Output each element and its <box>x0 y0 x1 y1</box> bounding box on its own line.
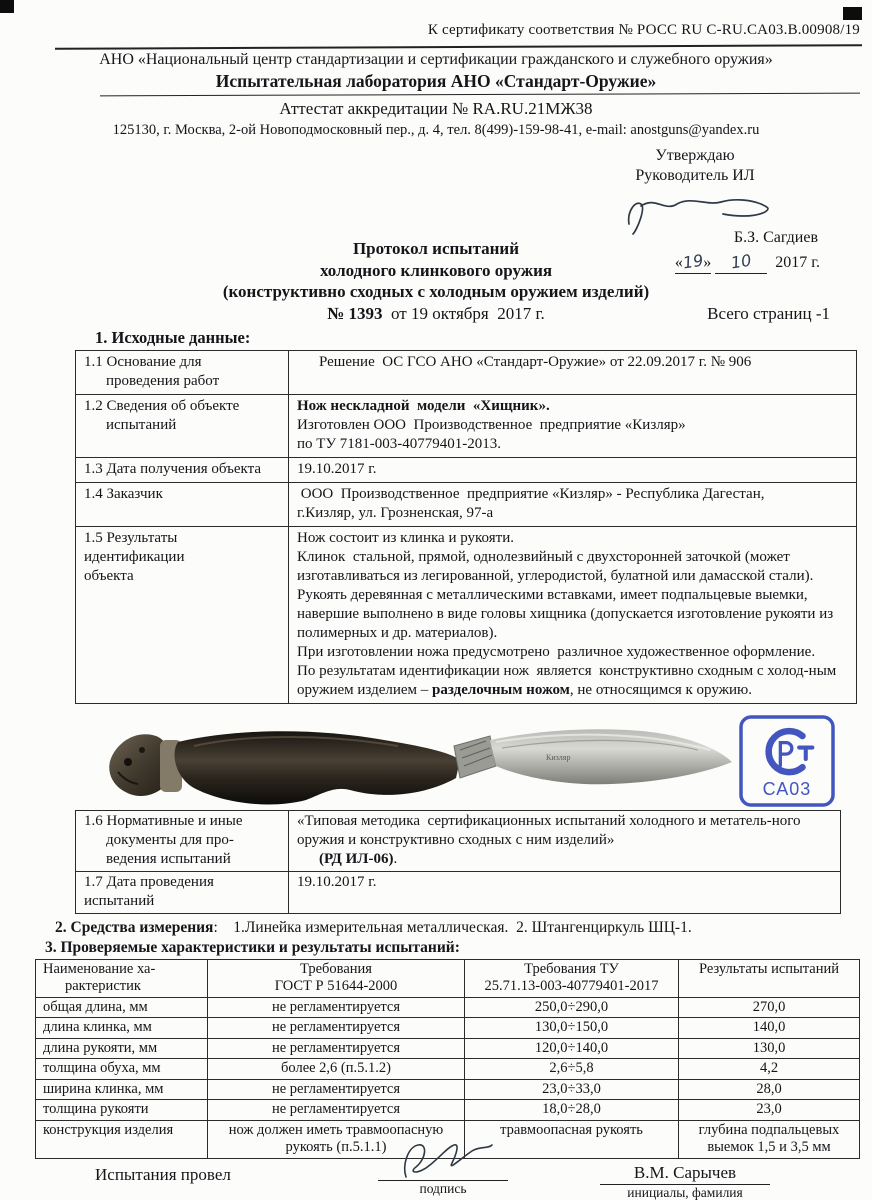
table-row: общая длина, мм не регламентируется 250,0÷290,0 270,0 <box>36 997 860 1018</box>
table-row: толщина обуха, мм более 2,6 (п.5.1.2) 2,6÷5,8 4,2 <box>36 1059 860 1080</box>
approver-role: Руководитель ИЛ <box>635 167 755 184</box>
accreditation-number: Аттестат аккредитации № RA.RU.21МЖ38 <box>279 99 593 118</box>
title-line-1: Протокол испытаний <box>352 239 520 258</box>
row-value: 19.10.2017 г. <box>297 460 377 477</box>
row-value: «Типовая методика сертификационных испытаний холодного и метатель-ного оружия и конструктивно сходных с ним изделий» <box>297 812 805 848</box>
identification-p5: По результатам идентификации нож является конструктивно сходным с холод-ным оружием изделием – разделочным ножом, не относящимся к оружию. <box>297 662 841 698</box>
table-row: длина клинка, мм не регламентируется 130,0÷150,0 140,0 <box>36 1018 860 1039</box>
approval-year: 2017 г. <box>775 254 820 271</box>
signature-caption: подпись <box>419 1180 467 1196</box>
identification-p2: Клинок стальной, прямой, однолезвийный с двухсторонней заточкой (может изготавливаться из легированной, углеродистой, булатной или дамасской стали). <box>297 548 814 584</box>
test-results-table <box>35 959 860 1159</box>
knife-photo-zone <box>0 704 872 810</box>
approval-block <box>570 146 820 274</box>
row-label: 1.3 Дата получения объекта <box>84 460 262 477</box>
identification-p3: Рукоять деревянная с металлическими вставками, имеет подпальцевые выемки, навершие выполнено в виде головы хищника (допускается изготовление рукояти из полимерных и др. материалов). <box>297 586 841 641</box>
row-value: 19.10.2017 г. <box>297 873 377 890</box>
col-header-characteristic: Наименование ха- рактеристик <box>36 959 208 997</box>
section3-heading: 3. Проверяемые характеристики и результаты испытаний: <box>45 938 460 956</box>
identification-p4: При изготовлении ножа предусмотрено различное художественное оформление. <box>297 643 816 660</box>
table-row-1-1: 1.1 Основание для проведения работ Решение ОС ГСО АНО «Стандарт-Оружие» от 22.09.2017 г. № 906 <box>76 350 857 394</box>
col-header-tu: Требования ТУ 25.71.13-003-40779401-2017 <box>465 959 679 997</box>
section2-line: 2. Средства измерения: 1.Линейка измерительная металлическая. 2. Штангенциркуль ШЦ-1. <box>55 918 692 936</box>
ca03-stamp-label: СА03 <box>762 778 812 799</box>
name-caption: инициалы, фамилия <box>627 1184 743 1200</box>
table-row: конструкция изделия нож должен иметь травмоопасную рукоять (п.5.1.1) травмоопасная рукоять глубина подпальцевых выемок 1,5 и 3,5 мм <box>36 1120 860 1158</box>
scan-artifact-topright <box>843 7 862 20</box>
handwritten-day: 19 <box>681 250 705 273</box>
table-row-1-6: 1.6 Нормативные и иные документы для про- ведения испытаний «Типовая методика сертификационных испытаний холодного и метатель-ного оружия и конструктивно сходных с ним изделий» (РД ИЛ-06). <box>76 810 841 871</box>
organization-name: АНО «Национальный центр стандартизации и сертификации гражданского и служебного оружия» <box>99 51 773 68</box>
row-value: Решение ОС ГСО АНО «Стандарт-Оружие» от 22.09.2017 г. № 906 <box>319 353 752 370</box>
tester-label: Испытания провел <box>95 1164 231 1184</box>
protocol-number: № 1393 <box>327 303 383 323</box>
table-row: ширина клинка, мм не регламентируется 23,0÷33,0 28,0 <box>36 1079 860 1100</box>
table-row-1-2: 1.2 Сведения об объекте испытаний Нож нескладной модели «Хищник». Изготовлен ООО Производственное предприятие «Кизляр» по ТУ 7181-003-40779401-2013. <box>76 394 857 457</box>
row-value: Нож нескладной модели «Хищник». <box>297 397 550 414</box>
scan-artifact-topleft <box>0 0 14 13</box>
table-row-1-5: 1.5 Результаты идентификации объекта Нож состоит из клинка и рукояти. Клинок стальной, прямой, однолезвийный с двухсторонней заточкой (может изготавливаться из легированной, углеродистой, булатной или дамасской стали). Рукоять деревянная с металлическими вставками, имеет подпальцевые выемки, навершие выполнено в виде головы хищника (допускается изготовление рукояти из полимерных и др. материалов). При изготовлении ножа предусмотрено различное художественное оформление. По результатам идентификации нож является конструктивно сходным с холод-ным оружием изделием – разделочным ножом, не относящимся к оружию. <box>76 526 857 703</box>
table-row-1-3 <box>76 457 857 482</box>
blade-engraving: Кизляр <box>546 752 571 762</box>
divider <box>55 44 862 50</box>
knife-photo <box>98 706 738 810</box>
table-row-1-7 <box>76 871 841 913</box>
row-label: 1.4 Заказчик <box>84 485 163 502</box>
handwritten-month: 10 <box>729 250 753 273</box>
initial-data-table <box>75 350 857 704</box>
table-row-1-4: 1.4 Заказчик ООО Производственное предприятие «Кизляр» - Республика Дагестан, г.Кизляр, ул. Грозненская, 97-а <box>76 482 857 526</box>
table-row: длина рукояти, мм не регламентируется 120,0÷140,0 130,0 <box>36 1038 860 1059</box>
title-line-3: (конструктивно сходных с холодным оружием изделий) <box>222 282 650 301</box>
ca03-certification-stamp <box>737 714 837 810</box>
identification-p1: Нож состоит из клинка и рукояти. <box>297 529 515 546</box>
col-header-gost: Требования ГОСТ Р 51644-2000 <box>208 959 465 997</box>
tester-signature-block <box>378 1139 508 1197</box>
approver-name: Б.З. Сагдиев <box>733 229 818 246</box>
laboratory-address: 125130, г. Москва, 2-ой Новоподмосковный пер., д. 4, тел. 8(499)-159-98-41, e-mail: anostguns@yandex.ru <box>112 122 760 138</box>
row-label: 1.7 Дата проведения испытаний <box>84 873 222 909</box>
protocol-date: от 19 октября 2017 г. <box>382 303 545 323</box>
approval-date: «19» 10 2017 г. <box>674 250 820 273</box>
certificate-reference: К сертификату соответствия № РОСС RU C-RU.CA03.B.00908/19 <box>427 22 860 38</box>
row-label: 1.1 Основание для <box>84 353 202 370</box>
section1-heading: 1. Исходные данные: <box>95 327 251 347</box>
title-line-2: холодного клинкового оружия <box>319 260 553 280</box>
row-label: 1.5 Результаты идентификации <box>84 529 185 565</box>
col-header-results: Результаты испытаний <box>679 959 860 997</box>
tester-name: В.М. Сарычев <box>600 1163 770 1185</box>
approval-word: Утверждаю <box>655 147 735 164</box>
normative-docs-table <box>75 810 841 914</box>
tester-signature <box>388 1139 498 1183</box>
knife-guard <box>454 736 496 778</box>
section2-heading: 2. Средства измерения <box>55 918 214 936</box>
table-row: толщина рукояти не регламентируется 18,0÷28,0 23,0 <box>36 1100 860 1121</box>
row-label: 1.2 Сведения об объекте <box>84 397 240 414</box>
laboratory-name: Испытательная лаборатория АНО «Стандарт-Оружие» <box>215 71 657 91</box>
pages-count: Всего страниц -1 <box>707 303 830 323</box>
tester-name-block <box>600 1163 770 1200</box>
divider <box>100 93 860 97</box>
results-header-row <box>36 959 860 997</box>
protocol-number-row <box>0 304 872 324</box>
row-value: ООО Производственное предприятие «Кизляр» - Республика Дагестан, <box>297 485 765 502</box>
row-label: 1.6 Нормативные и иные <box>84 812 243 829</box>
tester-signoff-row <box>0 1159 872 1200</box>
